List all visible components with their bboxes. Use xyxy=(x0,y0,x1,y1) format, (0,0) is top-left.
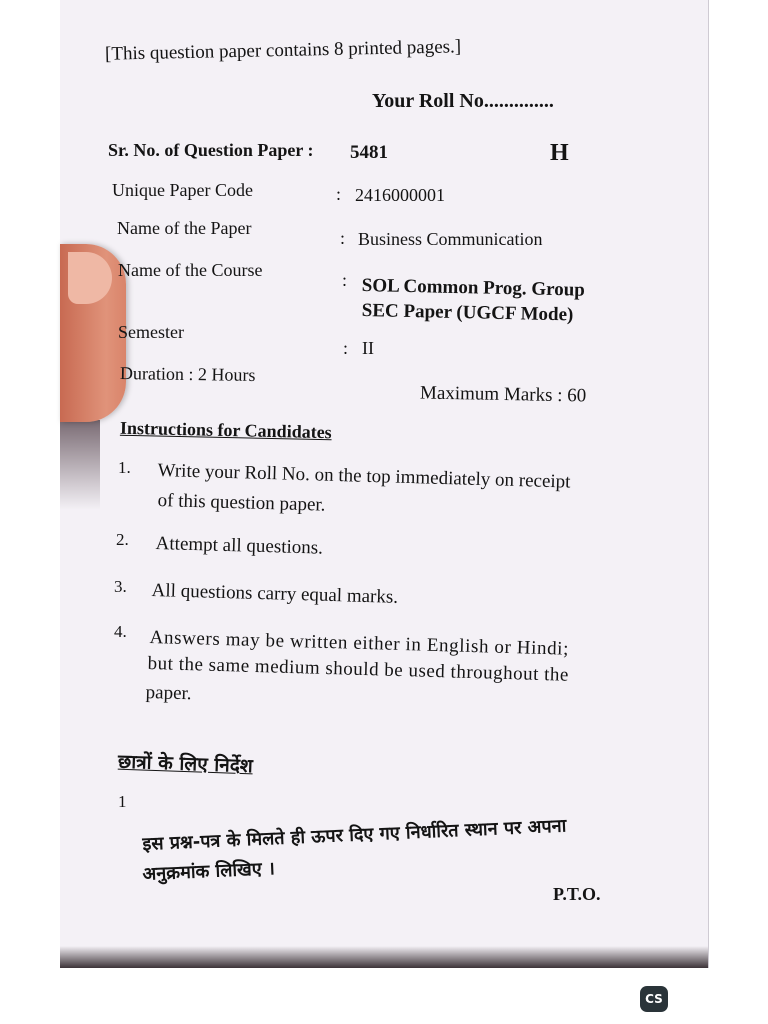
instruction-1-line2: of this question paper. xyxy=(157,490,326,516)
instruction-4-number: 4. xyxy=(114,622,127,641)
instructions-title: Instructions for Candidates xyxy=(119,417,332,443)
course-name-value-line2: SEC Paper (UGCF Mode) xyxy=(361,300,574,326)
course-name-colon: : xyxy=(342,270,348,290)
paper-code-label: Unique Paper Code xyxy=(112,180,253,200)
roll-number-line: Your Roll No.............. xyxy=(372,90,554,112)
instruction-3-number: 3. xyxy=(114,577,127,596)
course-name-label: Name of the Course xyxy=(118,260,263,280)
paper-code-value: 2416000001 xyxy=(355,185,445,205)
instruction-2-number: 2. xyxy=(116,530,129,549)
camscanner-logo-icon: CS xyxy=(640,986,668,1012)
instruction-4-line2: but the same medium should be used throughout the xyxy=(147,653,570,686)
instruction-3-line1: All questions carry equal marks. xyxy=(151,580,399,608)
paper-name-label: Name of the Paper xyxy=(117,218,252,238)
instruction-2-line1: Attempt all questions. xyxy=(155,533,324,559)
serial-medium-letter: H xyxy=(550,140,569,166)
instruction-4-line1: Answers may be written either in English or Hindi; xyxy=(149,627,570,660)
serial-number-label: Sr. No. of Question Paper : xyxy=(108,140,314,160)
page-shadow xyxy=(60,420,100,510)
course-name-value-line1: SOL Common Prog. Group xyxy=(361,275,586,301)
instruction-1-line1: Write your Roll No. on the top immediately on receipt xyxy=(157,460,571,493)
instruction-4-line3: paper. xyxy=(145,682,192,705)
hindi-instruction-1-number: 1 xyxy=(118,792,127,811)
maximum-marks-text: Maximum Marks : 60 xyxy=(419,382,587,407)
semester-value: II xyxy=(362,338,374,358)
hindi-instruction-1-line1: इस प्रश्न-पत्र के मिलते ही ऊपर दिए गए निर्धारित स्थान पर अपना xyxy=(142,815,567,855)
hindi-instruction-1-line2: अनुक्रमांक लिखिए । xyxy=(142,858,276,885)
instruction-1-number: 1. xyxy=(118,458,131,477)
semester-colon: : xyxy=(343,338,349,358)
duration-text: Duration : 2 Hours xyxy=(119,363,256,385)
serial-number-value: 5481 xyxy=(350,142,388,163)
paper-name-value: Business Communication xyxy=(358,229,543,249)
hindi-instructions-title: छात्रों के लिए निर्देश xyxy=(117,750,254,778)
paper-name-colon: : xyxy=(340,228,346,248)
semester-label: Semester xyxy=(118,322,184,342)
pages-note: [This question paper contains 8 printed pages.] xyxy=(104,36,462,65)
paper-code-colon: : xyxy=(336,184,342,204)
please-turn-over: P.T.O. xyxy=(553,884,601,904)
